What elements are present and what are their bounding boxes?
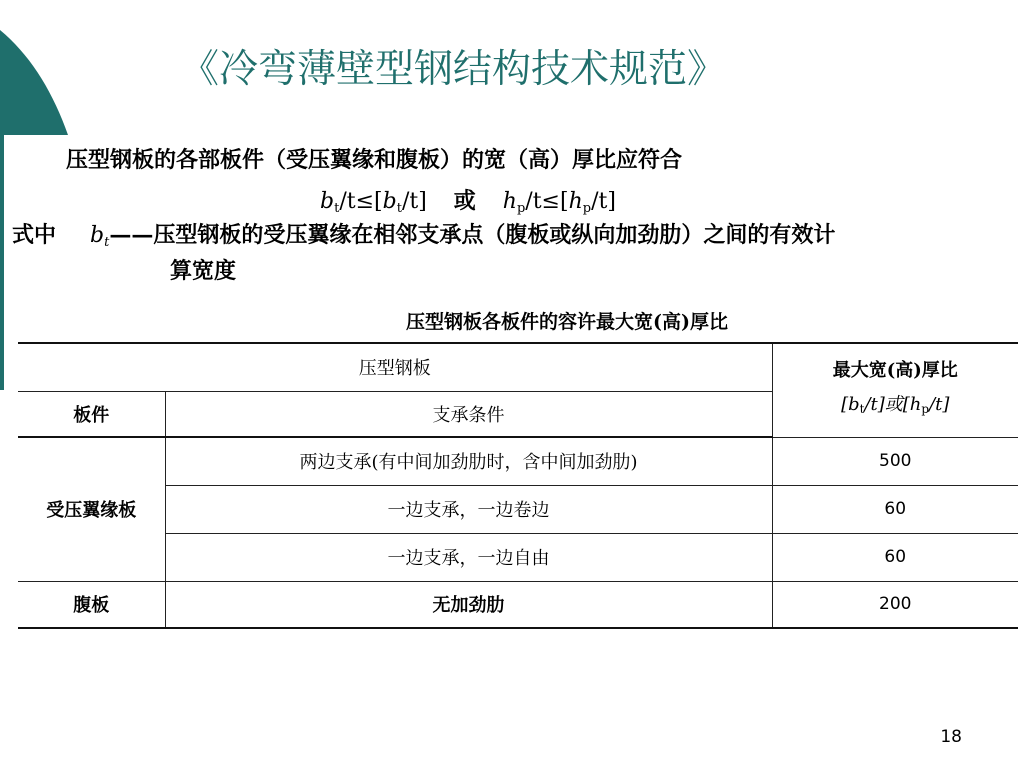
formula-close2: /t]	[591, 189, 616, 214]
definition-symbol-sub: t	[104, 235, 110, 250]
definition-symbol-b: b	[90, 223, 105, 248]
header-max-ratio-line1: 最大宽(高)厚比	[832, 360, 958, 382]
page-number: 18	[940, 727, 962, 747]
group-flange-label: 受压翼缘板	[18, 437, 165, 581]
header-max-ratio	[772, 343, 1018, 437]
table-row	[18, 533, 1018, 581]
formula-mid: /t≤[	[339, 189, 383, 214]
definition-continuation: 算宽度	[170, 258, 237, 284]
header-formula-a-sub: t	[859, 402, 865, 417]
definition-dash: ——	[109, 222, 154, 248]
slide-title: 《冷弯薄壁型钢结构技术规范》	[180, 47, 727, 92]
group-web-label: 腹板	[18, 581, 165, 628]
row-condition: 两边支承(有中间加劲肋时，含中间加劲肋)	[165, 437, 772, 485]
formula-b: b	[320, 189, 335, 214]
header-part: 板件	[18, 391, 165, 437]
row-value: 60	[772, 533, 1018, 581]
header-formula-c: /t]	[929, 394, 950, 416]
row-value: 60	[772, 485, 1018, 533]
formula-p-sub2: p	[582, 201, 592, 216]
formula	[320, 184, 616, 216]
formula-h2: h	[568, 189, 583, 214]
formula-b2: b	[382, 189, 397, 214]
formula-t-sub2: t	[396, 201, 402, 216]
formula-t-sub: t	[334, 201, 340, 216]
definition-lead: 式中	[12, 222, 57, 248]
definition-symbol	[90, 223, 109, 248]
header-formula-a: [b	[841, 394, 860, 416]
row-condition: 无加劲肋	[165, 581, 772, 628]
formula-p-sub: p	[516, 201, 526, 216]
row-value: 200	[772, 581, 1018, 628]
formula-close: /t]	[401, 189, 427, 214]
definition-text: 压型钢板的受压翼缘在相邻支承点（腹板或纵向加劲肋）之间的有效计	[153, 222, 836, 248]
table-caption: 压型钢板各板件的容许最大宽(高)厚比	[406, 311, 728, 333]
corner-decoration	[0, 0, 80, 400]
header-support-condition: 支承条件	[165, 391, 772, 437]
table-row	[18, 485, 1018, 533]
table-row	[18, 581, 1018, 628]
paragraph-requirement: 压型钢板的各部板件（受压翼缘和腹板）的宽（高）厚比应符合	[66, 147, 683, 173]
formula-or: 或	[453, 188, 476, 214]
header-group: 压型钢板	[18, 343, 772, 391]
row-condition: 一边支承，一边自由	[165, 533, 772, 581]
table-row	[18, 437, 1018, 485]
row-value: 500	[772, 437, 1018, 485]
formula-mid2: /t≤[	[525, 189, 569, 214]
header-formula-b: /t]或[h	[864, 394, 922, 416]
definition-line	[12, 218, 835, 250]
formula-h: h	[502, 189, 517, 214]
header-max-ratio-line2	[773, 388, 1019, 426]
ratio-table	[18, 342, 1018, 629]
header-formula-b-sub: p	[921, 402, 930, 417]
row-condition: 一边支承，一边卷边	[165, 485, 772, 533]
